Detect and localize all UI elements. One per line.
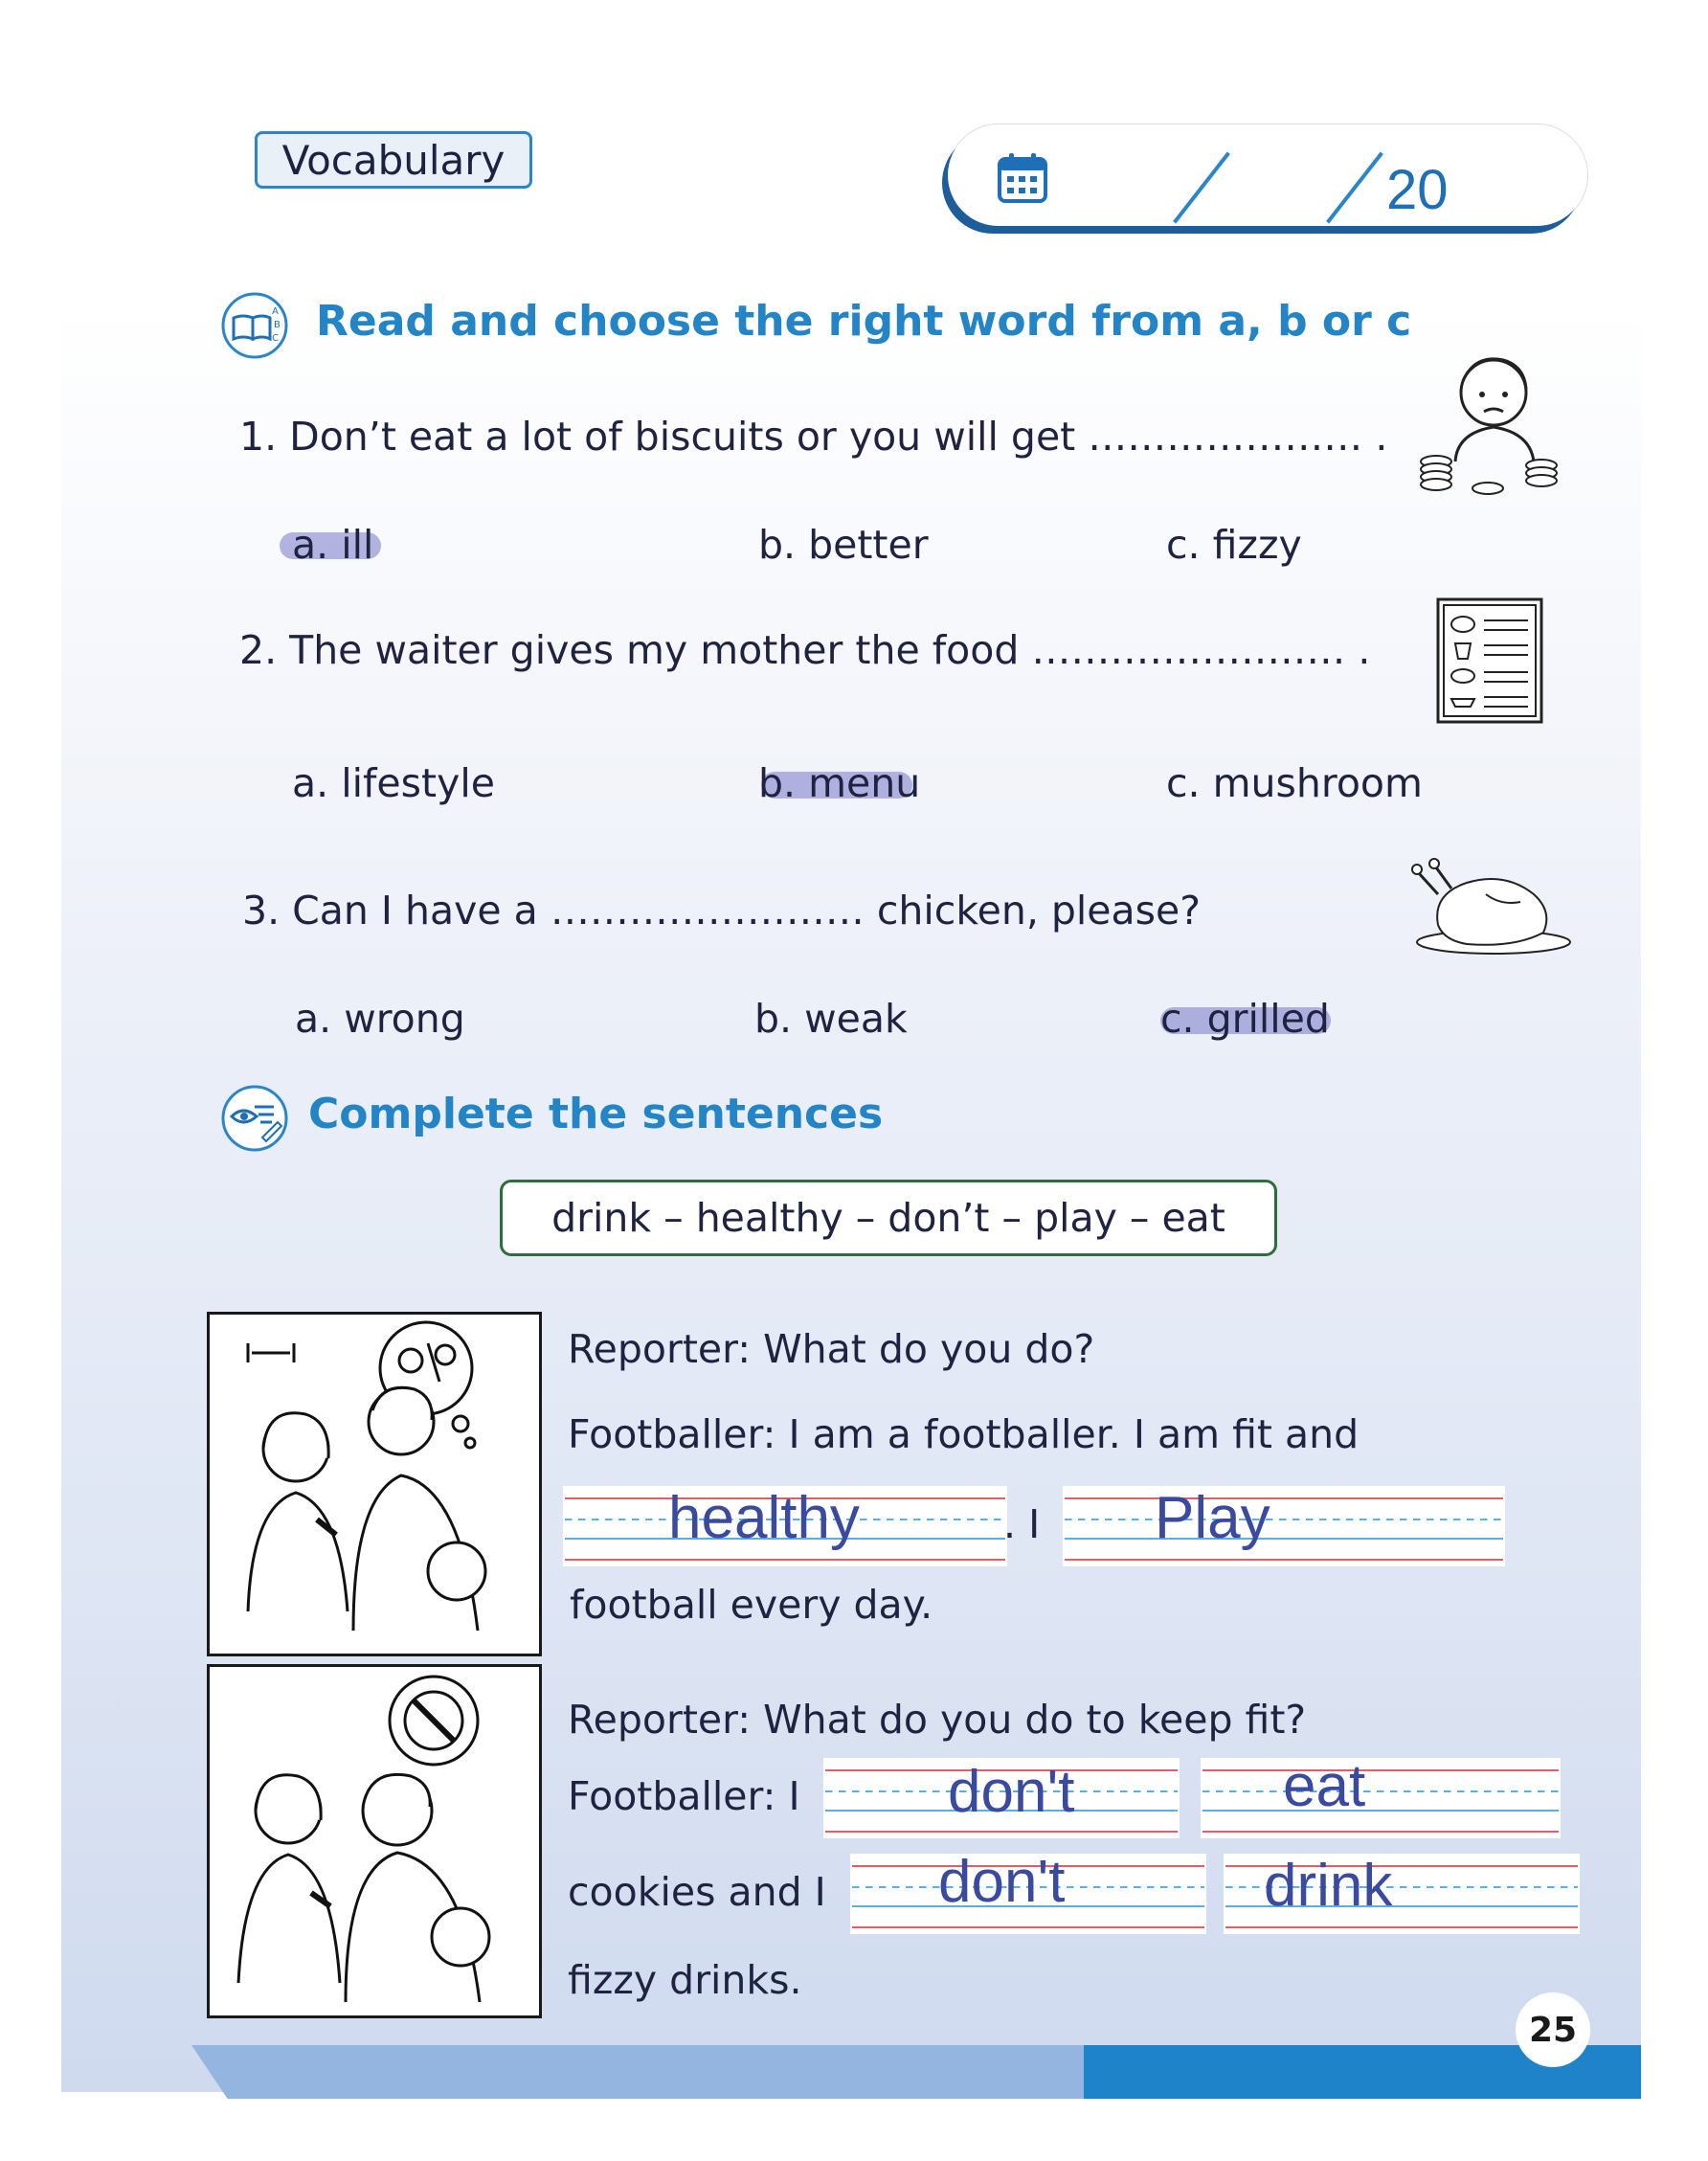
dialogue2-mid-line: cookies and I xyxy=(568,1869,826,1915)
handwritten-answer-2: Play xyxy=(1155,1485,1270,1551)
dialogue2-end-line: fizzy drinks. xyxy=(568,1957,802,2003)
dialogue1-footballer-line: Footballer: I am a footballer. I am fit and xyxy=(568,1411,1360,1457)
interview-illustration-2 xyxy=(210,1667,539,2015)
section-title-choose: Read and choose the right word from a, b or c xyxy=(316,297,1412,346)
roast-chicken-illustration xyxy=(1409,856,1574,961)
handwritten-answer-1: healthy xyxy=(668,1485,860,1551)
vocabulary-tag xyxy=(255,131,532,189)
svg-text:A: A xyxy=(272,306,279,317)
q3-option-c[interactable]: c. grilled xyxy=(1160,996,1330,1042)
answer-blank-4[interactable] xyxy=(1201,1758,1561,1838)
reporter-footballer-image-1 xyxy=(207,1312,542,1656)
q2-option-c[interactable]: c. mushroom xyxy=(1166,760,1423,806)
q1-option-b[interactable]: b. better xyxy=(758,522,929,568)
svg-text:C: C xyxy=(272,333,279,344)
svg-text:B: B xyxy=(274,320,281,330)
handwritten-answer-4: eat xyxy=(1283,1753,1366,1819)
word-bank xyxy=(500,1180,1277,1256)
question-1: 1. Don’t eat a lot of biscuits or you will get ………………… . xyxy=(239,414,1388,460)
dialogue1-reporter-line: Reporter: What do you do? xyxy=(568,1326,1095,1372)
reporter-footballer-image-2 xyxy=(207,1664,542,2018)
q2-option-b[interactable]: b. menu xyxy=(758,760,921,806)
menu-card-illustration xyxy=(1436,597,1543,724)
calendar-icon xyxy=(996,151,1049,205)
interview-illustration-1 xyxy=(210,1315,539,1654)
page-number: 25 xyxy=(1516,1992,1590,2067)
handwritten-answer-5: don't xyxy=(938,1849,1066,1915)
question-3: 3. Can I have a …………………… chicken, please? xyxy=(242,888,1201,934)
question-2: 2. The waiter gives my mother the food …………………… . xyxy=(239,627,1371,673)
boy-eating-biscuits-illustration xyxy=(1417,347,1561,500)
word-bank-text: drink – healthy – don’t – play – eat xyxy=(551,1195,1225,1241)
dialogue1-mid-text: . I xyxy=(1003,1501,1041,1547)
dialogue2-reporter-line: Reporter: What do you do to keep fit? xyxy=(568,1697,1307,1743)
dialogue1-end-line: football every day. xyxy=(570,1582,933,1628)
handwritten-answer-6: drink xyxy=(1264,1853,1393,1919)
q1-option-c[interactable]: c. fizzy xyxy=(1166,522,1302,568)
q3-option-a[interactable]: a. wrong xyxy=(295,996,465,1042)
handwritten-answer-3: don't xyxy=(948,1759,1075,1825)
q1-option-a[interactable]: a. ill xyxy=(292,522,374,568)
q3-option-b[interactable]: b. weak xyxy=(754,996,908,1042)
footer-band xyxy=(191,2045,1091,2099)
dialogue2-footballer-line: Footballer: I xyxy=(568,1773,800,1819)
vocabulary-label: Vocabulary xyxy=(281,136,506,184)
date-day: 20 xyxy=(1386,159,1449,221)
q2-option-a[interactable]: a. lifestyle xyxy=(292,760,495,806)
answer-blank-2[interactable] xyxy=(1063,1486,1505,1566)
read-book-icon xyxy=(220,291,289,360)
section-title-complete: Complete the sentences xyxy=(308,1090,884,1138)
writing-eye-icon xyxy=(220,1084,289,1153)
